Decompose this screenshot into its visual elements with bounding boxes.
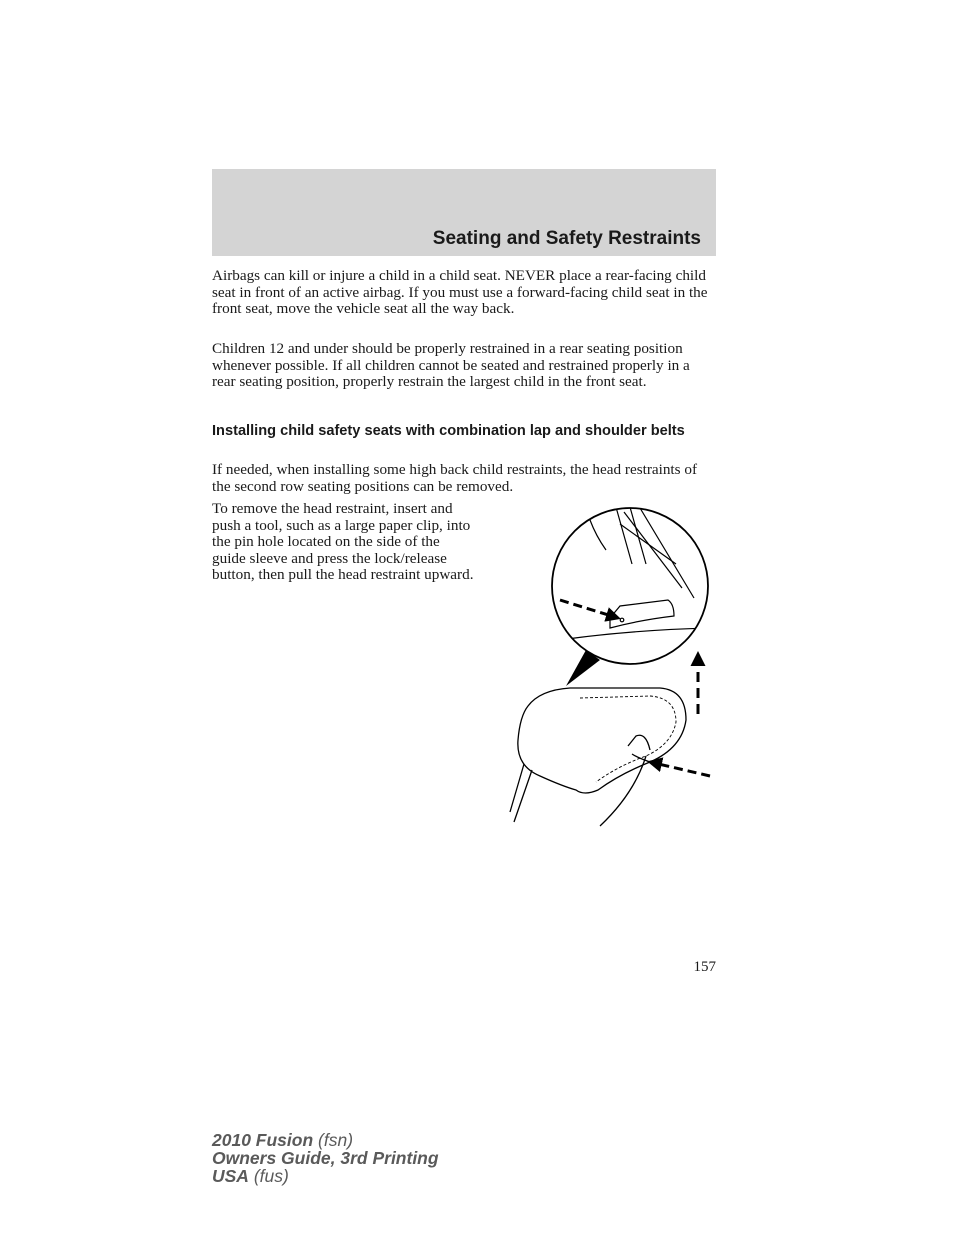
section-header-band: [212, 169, 716, 256]
section-title: Seating and Safety Restraints: [432, 228, 701, 249]
document-footer: [212, 1131, 439, 1185]
headrest-drawing: [510, 688, 686, 826]
footer-model-code: (fsn): [313, 1130, 354, 1150]
paragraph-head-restraint-removal: If needed, when installing some high back child restraints, the head restraints of the second row seating positions can be removed.: [212, 461, 698, 495]
paragraph-children-restraint: Children 12 and under should be properly restrained in a rear seating position whenever possible. If all children cannot be seated and restrained properly in a rear seating position, properly restrain the largest child in the front seat.: [212, 340, 690, 390]
head-restraint-illustration: [500, 500, 720, 830]
page-number: 157: [693, 959, 716, 975]
paragraph-remove-instructions: To remove the head restraint, insert and push a tool, such as a large paper clip, into the pin hole located on the side of the guide sleeve and press the lock/release button, then pull the head restraint upward.: [212, 500, 474, 583]
footer-model: 2010 Fusion: [212, 1130, 314, 1150]
footer-region: USA: [212, 1166, 249, 1186]
paragraph-airbag-warning: Airbags can kill or injure a child in a child seat. NEVER place a rear-facing child seat in front of an active airbag. If you must use a forward-facing child seat in the front seat, move the vehicle seat all the way back.: [212, 267, 708, 317]
footer-region-code: (fus): [248, 1166, 289, 1186]
pin-hole-arrow-headrest: [650, 762, 710, 776]
footer-guide-edition: Owners Guide, 3rd Printing: [212, 1148, 439, 1168]
subheading-installing-child-seats: Installing child safety seats with combination lap and shoulder belts: [212, 423, 685, 439]
